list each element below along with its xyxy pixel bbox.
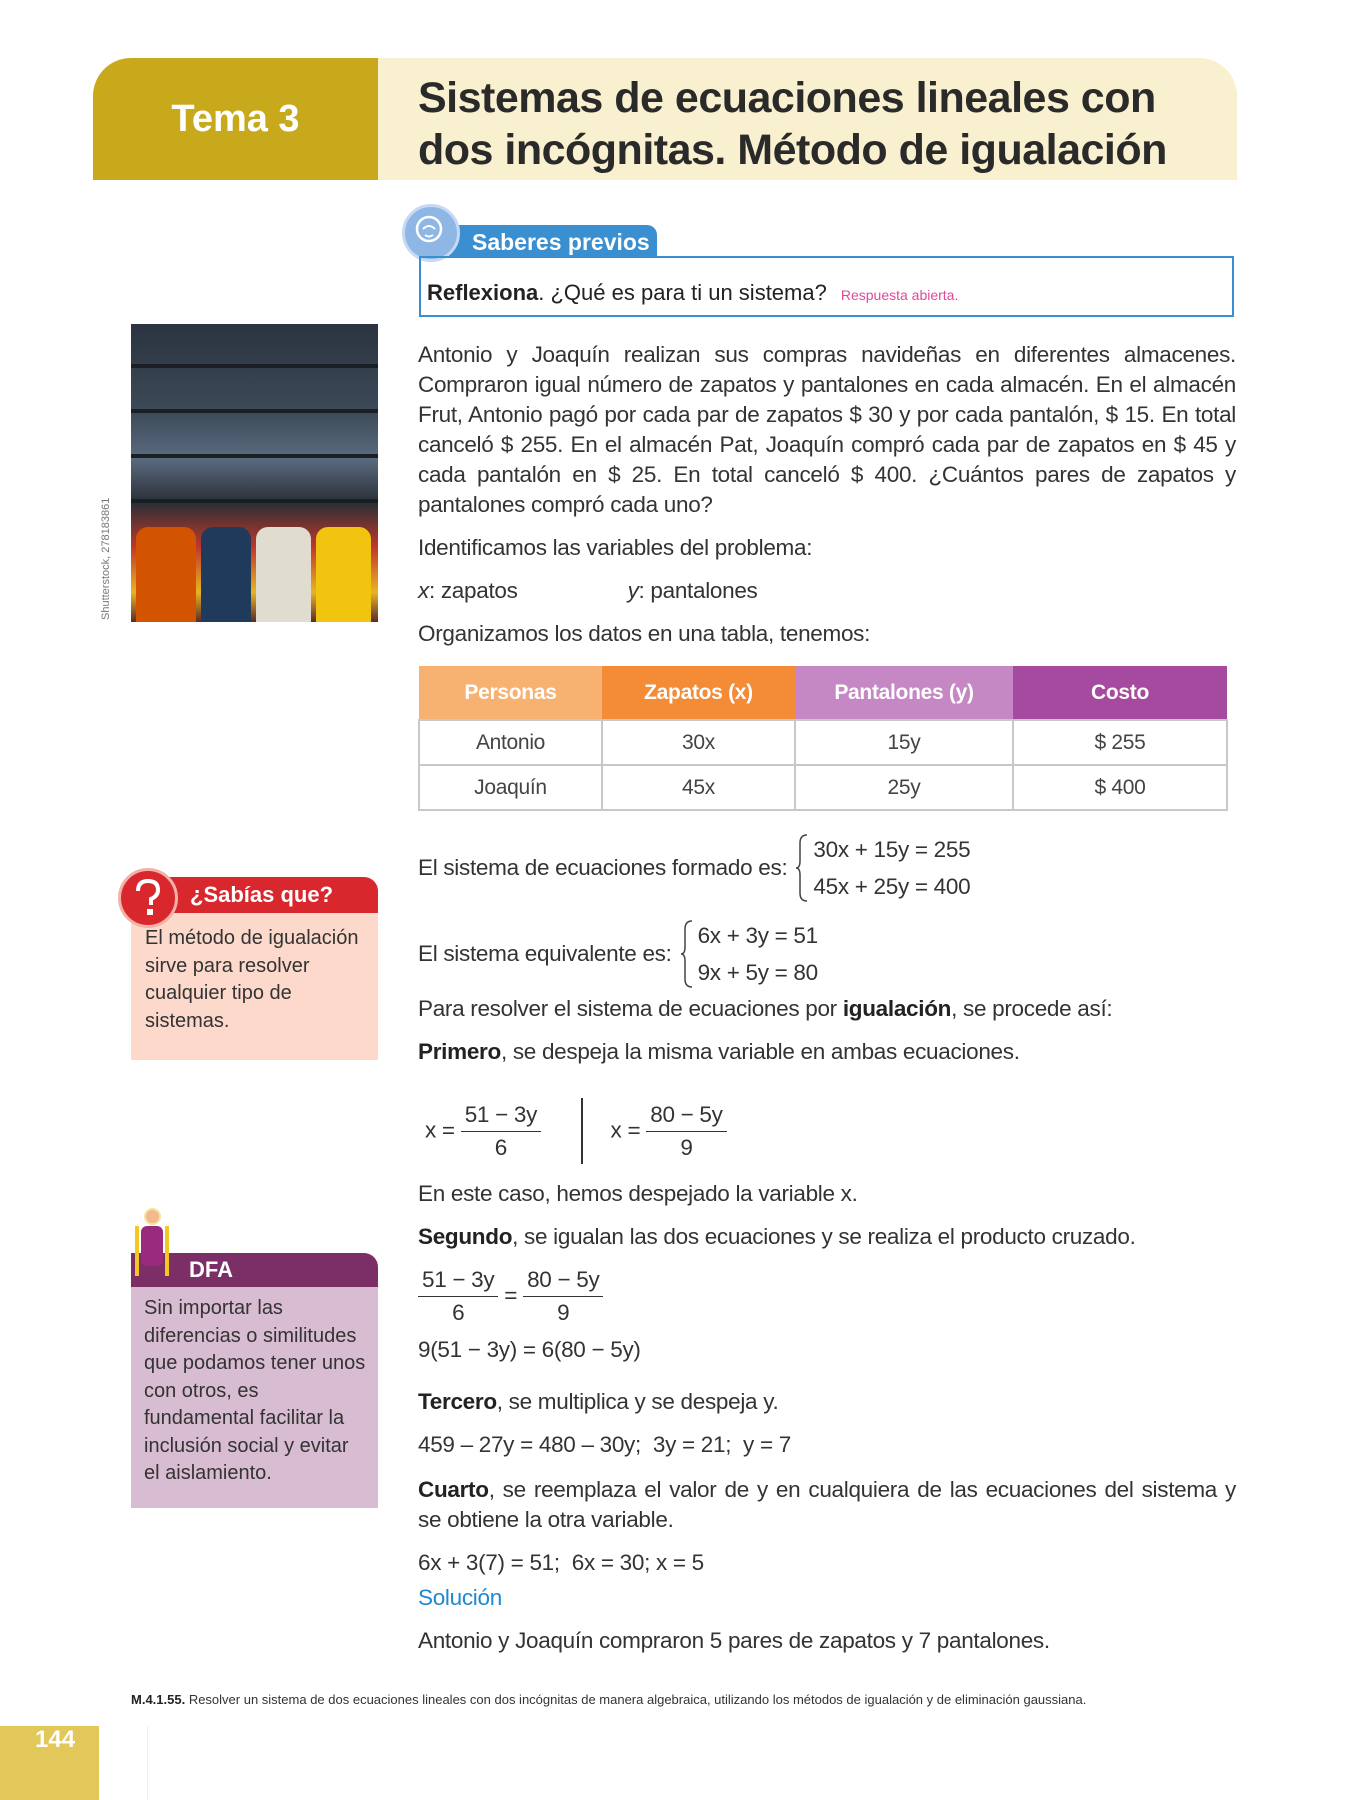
col-header: Zapatos (x) <box>602 666 795 720</box>
system2-eq2: 9x + 5y = 80 <box>697 960 818 985</box>
table-row: Antonio 30x 15y $ 255 <box>419 720 1227 765</box>
fraction-x2: x = $\frac{80 - 5y}{9}$ <box>611 1099 727 1164</box>
brain-icon <box>402 204 460 262</box>
table-header-row <box>419 666 1227 720</box>
solution-text: Antonio y Joaquín compraron 5 pares de zapatos y 7 pantalones. <box>418 1628 1050 1653</box>
calc3: 459 – 27y = 480 – 30y; 3y = 21; y = 7 <box>418 1432 791 1457</box>
problem-text: Antonio y Joaquín realizan sus compras navideñas en diferentes almacenes. Compraron igual número de zapatos y pantalones en cada almacén. En el almacén Frut, Antonio pagó por cada par de zapatos $ 30 y por cada pantalón, $ 15. En total canceló $ 255. En el almacén Pat, Joaquín compró cada par de zapatos en $ 45 y cada pantalón en $ 25. En total canceló $ 400. ¿Cuántos pares de zapatos y pantalones compró cada uno? <box>418 342 1236 517</box>
dfa-text: Sin importar las diferencias o similitudes que podamos tener unos con otros, es fundamental facilitar la inclusión social y evitar el aislamiento. <box>131 1287 378 1508</box>
photo-credit: Shutterstock, 278183861 <box>100 497 112 620</box>
system2-eq1: 6x + 3y = 51 <box>697 923 818 948</box>
isolated-fractions <box>418 1097 1236 1165</box>
divider <box>581 1098 583 1164</box>
main-column <box>418 340 1236 1656</box>
col-header: Pantalones (y) <box>795 666 1013 720</box>
identify-text: Identificamos las variables del problema: <box>418 535 813 560</box>
note-text: En este caso, hemos despejado la variable x. <box>418 1181 858 1206</box>
organize-text: Organizamos los datos en una tabla, tenemos: <box>418 621 871 646</box>
curriculum-note: M.4.1.55. Resolver un sistema de dos ecuaciones lineales con dos incógnitas de manera algebraica, utilizando los métodos de igualación y de eliminación gaussiana. <box>131 1692 1087 1707</box>
system1 <box>418 831 1236 905</box>
reflexiona-box: Reflexiona. ¿Qué es para ti un sistema? Respuesta abierta. <box>419 256 1234 317</box>
data-table <box>418 666 1236 811</box>
step3: Tercero, se multiplica y se despeja y. <box>418 1389 779 1414</box>
store-clothing-photo <box>131 324 378 622</box>
fraction-x1: x = $\frac{51 - 3y}{6}$ <box>425 1099 541 1164</box>
dfa-title: DFA <box>131 1253 378 1287</box>
question-icon <box>118 868 178 928</box>
calc4: 6x + 3(7) = 51; 6x = 30; x = 5 <box>418 1550 704 1575</box>
saberes-previos-tab: Saberes previos <box>440 225 657 257</box>
page-title: Sistemas de ecuaciones lineales con dos incógnitas. Método de igualación <box>418 74 1167 174</box>
method-intro: Para resolver el sistema de ecuaciones por igualación, se procede así: <box>418 996 1113 1021</box>
variables: x: zapatos y: pantalones <box>418 578 758 603</box>
system1-eq2: 45x + 25y = 400 <box>813 874 971 899</box>
col-header: Personas <box>419 666 602 720</box>
equal-fractions: $\frac{51 - 3y}{6}$ = $\frac{80 - 5y}{9}$ <box>418 1264 1236 1329</box>
sabias-title: ¿Sabías que? <box>140 877 378 913</box>
system2-label: El sistema equivalente es: <box>418 941 672 966</box>
table-row: Joaquín 45x 25y $ 400 <box>419 765 1227 810</box>
answer-note: Respuesta abierta. <box>840 287 959 303</box>
system1-label: El sistema de ecuaciones formado es: <box>418 855 788 880</box>
solution-label: Solución <box>418 1585 502 1610</box>
topic-label: Tema 3 <box>93 58 378 180</box>
page-number: 144 <box>0 1726 99 1800</box>
step4: Cuarto, se reemplaza el valor de y en cualquiera de las ecuaciones del sistema y se obtiene la otra variable. <box>418 1477 1236 1532</box>
system2 <box>418 917 1236 991</box>
step2: Segundo, se igualan las dos ecuaciones y se realiza el producto cruzado. <box>418 1224 1136 1249</box>
cross-product: 9(51 − 3y) = 6(80 − 5y) <box>418 1337 641 1362</box>
system1-eq1: 30x + 15y = 255 <box>813 837 971 862</box>
divider <box>147 1726 148 1800</box>
step1: Primero, se despeja la misma variable en ambas ecuaciones. <box>418 1039 1020 1064</box>
person-crutches-icon <box>134 1208 170 1278</box>
brace-icon <box>680 919 694 989</box>
brace-icon <box>795 833 809 903</box>
sabias-text: El método de igualación sirve para resolver cualquier tipo de sistemas. <box>131 913 378 1060</box>
col-header: Costo <box>1013 666 1227 720</box>
